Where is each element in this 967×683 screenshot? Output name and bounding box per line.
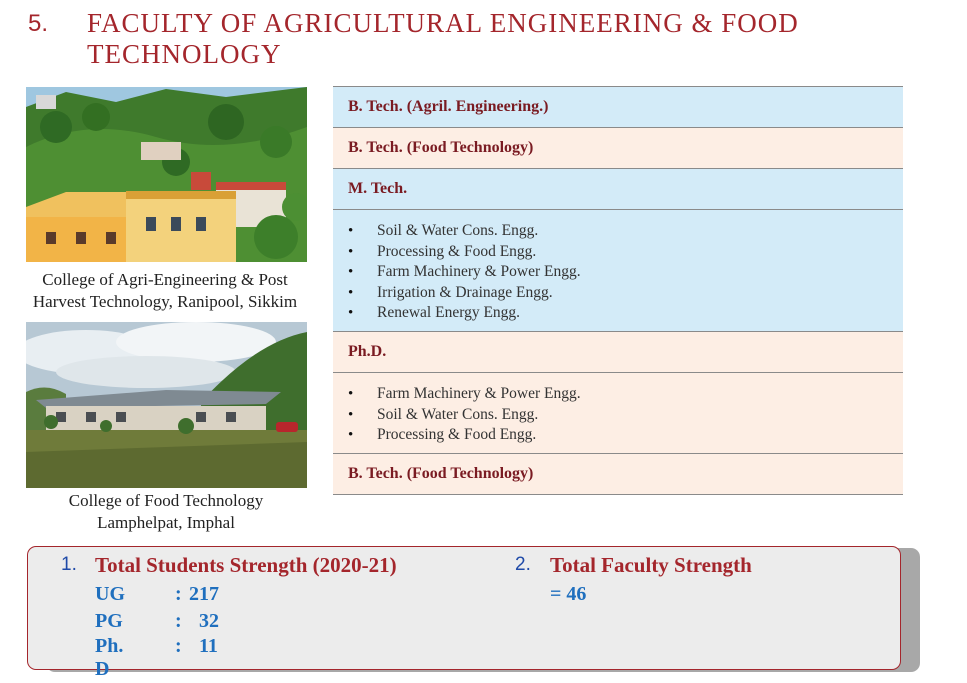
strength-summary-box	[27, 546, 901, 680]
list-item: • Soil & Water Cons. Engg.	[348, 405, 581, 426]
college-agri-engineering-photo	[26, 87, 307, 262]
faculty-number: 2.	[515, 554, 531, 575]
strength-label: PG	[95, 610, 123, 632]
program-row	[333, 331, 903, 372]
strength-colon: :	[175, 610, 182, 632]
list-item: • Processing & Food Engg.	[348, 425, 581, 446]
list-item: • Renewal Energy Engg.	[348, 303, 581, 324]
strength-label: Ph. D	[95, 635, 124, 680]
list-item: • Soil & Water Cons. Engg.	[348, 221, 581, 242]
mtech-specializations-row	[333, 209, 903, 331]
strength-value: 217	[189, 583, 219, 605]
program-label: Ph.D.	[348, 343, 387, 360]
phd-specializations-row	[333, 372, 903, 453]
list-item: • Farm Machinery & Power Engg.	[348, 384, 581, 405]
section-number: 5.	[28, 10, 49, 37]
list-item: • Farm Machinery & Power Engg.	[348, 262, 581, 283]
strength-value: 11	[199, 635, 218, 657]
mtech-specialization-list	[348, 221, 581, 324]
faculty-strength-value: = 46	[550, 583, 587, 605]
section-title: FACULTY OF AGRICULTURAL ENGINEERING & FOOD TECHNOLOGY	[87, 8, 799, 69]
students-strength-title: Total Students Strength (2020-21)	[95, 553, 397, 577]
list-item: • Processing & Food Engg.	[348, 242, 581, 263]
programs-table	[333, 86, 903, 495]
program-row	[333, 168, 903, 209]
students-number: 1.	[61, 554, 77, 575]
college-food-technology-photo	[26, 322, 307, 488]
photo-caption: College of Food Technology Lamphelpat, Imphal	[68, 491, 264, 532]
faculty-strength-title: Total Faculty Strength	[550, 553, 752, 577]
program-label: B. Tech. (Food Technology)	[348, 465, 534, 482]
list-item: • Irrigation & Drainage Engg.	[348, 283, 581, 304]
strength-colon: :	[175, 583, 182, 605]
strength-label: UG	[95, 583, 125, 605]
strength-value: 32	[199, 610, 219, 632]
program-row	[333, 453, 903, 495]
phd-specialization-list	[348, 384, 581, 446]
program-label: M. Tech.	[348, 180, 408, 197]
program-row	[333, 127, 903, 168]
program-row	[333, 86, 903, 127]
photo-caption: College of Agri-Engineering & Post Harvest Technology, Ranipool, Sikkim	[32, 270, 298, 311]
program-label: B. Tech. (Food Technology)	[348, 139, 534, 156]
strength-colon: :	[175, 635, 182, 657]
program-label: B. Tech. (Agril. Engineering.)	[348, 98, 549, 115]
